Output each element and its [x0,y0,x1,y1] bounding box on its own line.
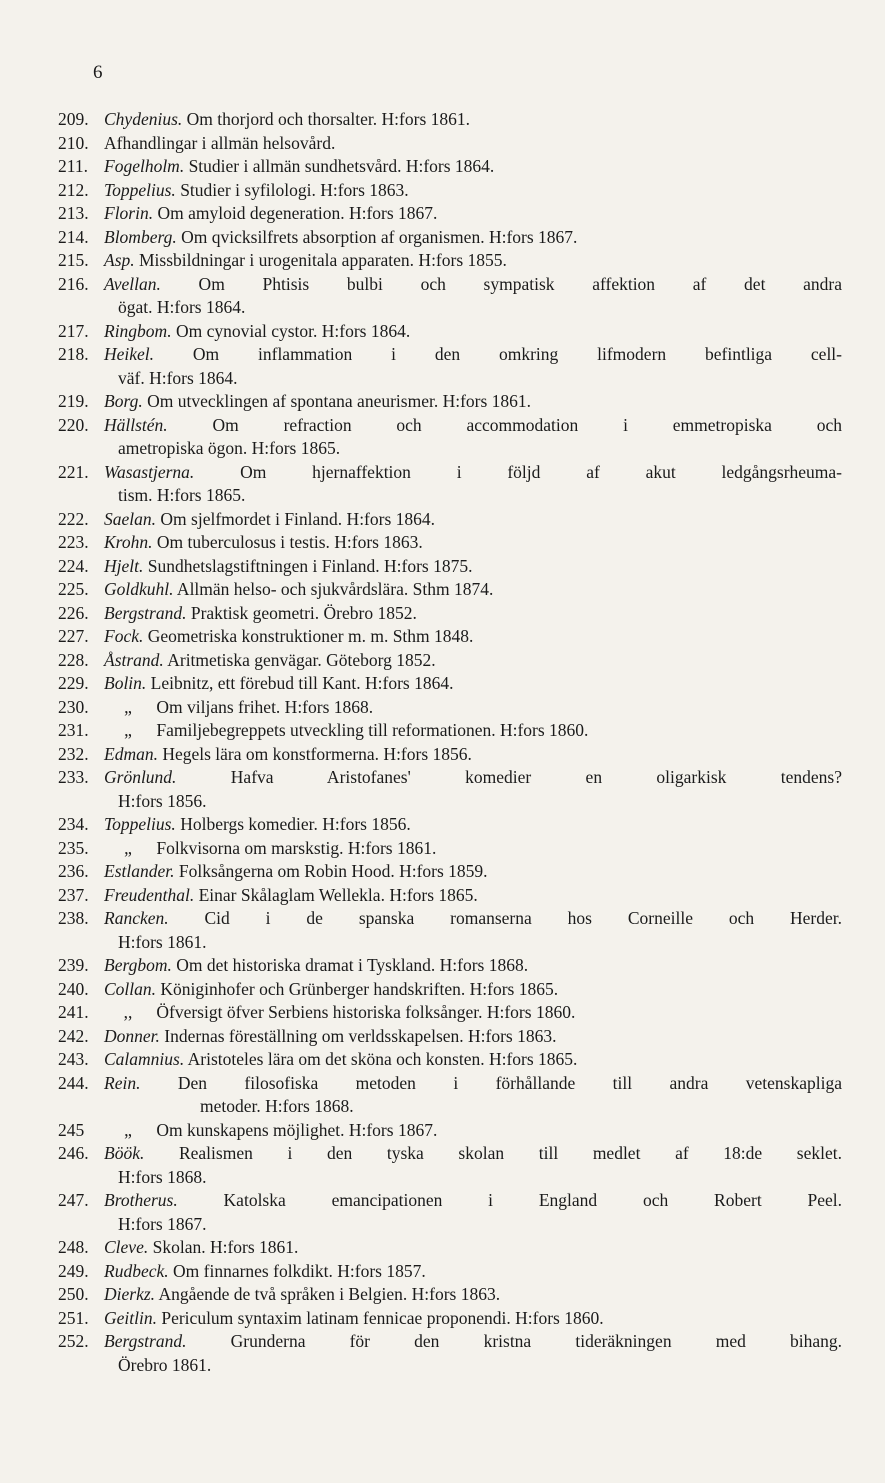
entry-text [104,1071,842,1095]
entry-author: Avellan. [104,273,161,294]
entry-author: Heikel. [104,344,155,364]
entry-text [104,107,844,131]
entry-text [104,883,844,907]
entry-author: Asp. [104,250,135,270]
entry-text [104,248,844,272]
entry-author: Wasastjerna. [104,461,195,482]
entry-title: Om inflammation i den omkring lifmodern befintliga cell- [154,344,842,364]
entry-text [104,812,844,836]
entry-author: Edman. [104,743,158,764]
entry-number: 251. [58,1307,89,1328]
entry-text [104,953,844,977]
entry-number: 220. [58,414,89,435]
entry-number: 245 [58,1119,85,1140]
page-number: 6 [93,62,103,83]
entry-title: Om Phtisis bulbi och sympatisk affektion af det andra [160,273,842,294]
entry-title: Om refraction och accommodation i emmetropiska och [167,414,842,435]
entry-author: Cleve. [104,1237,149,1257]
entry-title: Om cynovial cystor. H:fors 1864. [171,320,411,341]
entry-title: Aritmetiska genvägar. Göteborg 1852. [163,649,436,670]
entry-text [104,977,844,1001]
entry-author: Rancken. [104,908,169,928]
entry-title: Königinhofer och Grünberger handskriften. H:fors 1865. [156,978,559,999]
entry-number: 218. [58,344,89,364]
entry-text [104,906,842,930]
entry-text [104,1235,844,1259]
entry-author: Bergstrand. [104,602,187,623]
entry-author: Chydenius. [104,109,183,129]
entry-title: Praktisk geometri. Örebro 1852. [186,602,417,623]
entry-number: 240. [58,978,89,999]
entry-text [104,1329,842,1353]
entry-text [104,1024,844,1048]
entry-number: 249. [58,1260,89,1281]
entry-author: Saelan. [104,508,157,529]
entry-number: 236. [58,861,89,881]
entry-number: 233. [58,767,89,787]
entry-title: Folkvisorna om marskstig. H:fors 1861. [152,837,437,858]
entry-number: 210. [58,132,89,153]
entry-text [104,389,844,413]
entry-author: Åstrand. [104,649,164,670]
entry-author: Collan. [104,978,157,999]
entry-continuation: väf. H:fors 1864. [118,367,238,388]
entry-number: 226. [58,602,89,623]
entry-continuation: H:fors 1856. [118,790,207,811]
entry-number: 214. [58,226,89,247]
entry-number: 252. [58,1331,89,1351]
entry-number: 229. [58,673,89,693]
entry-author: Ringbom. [104,320,172,341]
entry-text [104,577,844,601]
entry-author: Geitlin. [104,1307,157,1328]
entry-title: Katolska emancipationen i England och Robert Peel. [177,1190,842,1210]
entry-text [104,319,844,343]
entry-title: Om viljans frihet. H:fors 1868. [152,696,374,717]
entry-text [104,1141,842,1165]
entry-author: Goldkuhl. [104,579,174,599]
entry-number: 215. [58,250,89,270]
entry-title: Om utvecklingen af spontana aneurismer. H:fors 1861. [142,391,532,411]
ditto-mark: „ [124,720,132,740]
entry-title: Aristoteles lära om det sköna och konsten. H:fors 1865. [184,1049,578,1069]
entry-number: 247. [58,1190,89,1210]
entry-number: 231. [58,720,89,740]
entry-continuation: ögat. H:fors 1864. [118,297,246,317]
entry-title: Periculum syntaxim latinam fennicae proponendi. H:fors 1860. [156,1307,604,1328]
entry-number: 228. [58,649,89,670]
entry-number: 242. [58,1025,89,1046]
ditto-mark: „ [124,1119,132,1140]
entry-continuation: Örebro 1861. [118,1354,212,1375]
entry-author: Hjelt. [104,555,144,576]
entry-title: Om hjernaffektion i följd af akut ledgångsrheuma- [194,461,842,482]
entry-author: Böök. [104,1143,145,1163]
entry-number: 243. [58,1049,89,1069]
entry-title: Om tuberculosus i testis. H:fors 1863. [152,532,423,552]
entry-title: Holbergs komedier. H:fors 1856. [175,814,411,834]
entry-text [104,648,844,672]
entry-text [104,1306,844,1330]
entry-title: Om kunskapens möjlighet. H:fors 1867. [152,1119,438,1140]
entry-author: Rein. [104,1072,141,1093]
entry-author: Hällstén. [104,414,168,435]
entry-number: 221. [58,461,89,482]
entry-text [104,1188,842,1212]
entry-author: Calamnius. [104,1049,185,1069]
entry-number: 232. [58,743,89,764]
entry-title: Hafva Aristofanes' komedier en oligarkisk tendens? [176,767,842,787]
entry-text [104,859,844,883]
ditto-mark: „ [124,837,132,858]
entry-text [104,742,844,766]
entry-continuation: tism. H:fors 1865. [118,485,246,505]
entry-title: Öfversigt öfver Serbiens historiska folksånger. H:fors 1860. [152,1002,576,1022]
entry-number: 237. [58,884,89,905]
entry-title: Allmän helso- och sjukvårdslära. Sthm 1874. [173,579,494,599]
entry-title: Indernas föreställning om verldsskapelsen. H:fors 1863. [159,1025,557,1046]
entry-continuation: H:fors 1861. [118,931,207,952]
entry-number: 227. [58,626,89,646]
entry-text [104,178,844,202]
entry-text [104,836,844,860]
entry-title: Sundhetslagstiftningen i Finland. H:fors 1875. [143,555,473,576]
entry-text [104,530,844,554]
entry-number: 217. [58,320,89,341]
entry-title: Skolan. H:fors 1861. [148,1237,299,1257]
entry-title: Studier i syfilologi. H:fors 1863. [175,179,409,200]
entry-continuation: H:fors 1867. [118,1213,207,1234]
entry-number: 244. [58,1072,89,1093]
entry-author: Grönlund. [104,767,177,787]
entry-author: Rudbeck. [104,1260,169,1281]
entry-number: 209. [58,109,89,129]
entry-number: 222. [58,508,89,529]
ditto-mark: ,, [123,1002,133,1022]
entry-text [104,131,844,155]
entry-text [104,601,844,625]
entry-title: Om finnarnes folkdikt. H:fors 1857. [168,1260,426,1281]
entry-title: Om thorjord och thorsalter. H:fors 1861. [182,109,470,129]
entry-text [104,201,844,225]
entry-text [104,695,844,719]
entry-number: 212. [58,179,89,200]
entry-number: 248. [58,1237,89,1257]
entry-text [104,718,844,742]
entry-number: 223. [58,532,89,552]
entry-text [104,1000,844,1024]
entry-title: Grunderna för den kristna tideräkningen med bihang. [186,1331,842,1351]
entry-number: 239. [58,955,89,975]
entry-text [104,272,842,296]
entry-author: Borg. [104,391,143,411]
entry-title: Om qvicksilfrets absorption af organismen. H:fors 1867. [176,226,578,247]
entry-number: 238. [58,908,89,928]
entry-author: Bergbom. [104,955,172,975]
entry-number: 211. [58,156,88,176]
entry-author: Bergstrand. [104,1331,187,1351]
entry-title: Om amyloid degeneration. H:fors 1867. [153,203,438,223]
entry-text [104,1047,844,1071]
entry-title: Einar Skålaglam Wellekla. H:fors 1865. [194,884,478,905]
entry-title: Om det historiska dramat i Tyskland. H:fors 1868. [171,955,529,975]
entry-text [104,624,844,648]
entry-number: 216. [58,273,89,294]
entry-author: Toppelius. [104,814,176,834]
entry-number: 224. [58,555,89,576]
entry-text [104,1259,844,1283]
entry-number: 213. [58,203,89,223]
entry-continuation: H:fors 1868. [118,1166,207,1187]
entry-author: Toppelius. [104,179,176,200]
entry-text [104,1282,844,1306]
entry-text [104,765,842,789]
entry-author: Blomberg. [104,226,177,247]
entry-continuation: metoder. H:fors 1868. [200,1096,354,1116]
entry-author: Brotherus. [104,1190,178,1210]
entry-title: Den filosofiska metoden i förhållande till andra vetenskapliga [140,1072,842,1093]
entry-author: Krohn. [104,532,153,552]
entry-text [104,225,844,249]
entry-continuation: ametropiska ögon. H:fors 1865. [118,438,341,458]
entry-number: 241. [58,1002,89,1022]
entry-title: Hegels lära om konstformerna. H:fors 1856. [157,743,472,764]
entry-text [104,413,842,437]
entry-author: Donner. [104,1025,160,1046]
entry-text [104,671,844,695]
entry-author: Dierkz. [104,1284,156,1304]
entry-text [104,342,842,366]
entry-text [104,154,844,178]
entry-author: Estlander. [104,861,175,881]
entry-title: Realismen i den tyska skolan till medlet af 18:de seklet. [144,1143,842,1163]
entry-number: 219. [58,391,89,411]
entry-title: Missbildningar i urogenitala apparaten. H:fors 1855. [134,250,507,270]
entry-author: Freudenthal. [104,884,195,905]
entry-title: Studier i allmän sundhetsvård. H:fors 1864. [184,156,495,176]
entry-text [104,507,844,531]
entry-author: Fogelholm. [104,156,185,176]
entry-title: Leibnitz, ett förebud till Kant. H:fors 1864. [146,673,454,693]
entry-text [104,1118,844,1142]
entry-author: Fock. [104,626,144,646]
entry-title: Om sjelfmordet i Finland. H:fors 1864. [156,508,436,529]
entry-number: 250. [58,1284,89,1304]
ditto-mark: „ [124,696,132,717]
entry-title: Afhandlingar i allmän helsovård. [104,132,336,153]
entry-author: Bolin. [104,673,147,693]
entry-number: 246. [58,1143,89,1163]
entry-text [104,460,842,484]
entry-title: Angående de två språken i Belgien. H:fors 1863. [155,1284,501,1304]
entry-title: Cid i de spanska romanserna hos Corneille och Herder. [168,908,842,928]
entry-title: Familjebegreppets utveckling till reformationen. H:fors 1860. [152,720,589,740]
entry-number: 225. [58,579,89,599]
entry-number: 230. [58,696,89,717]
entry-title: Folksångerna om Robin Hood. H:fors 1859. [174,861,488,881]
entry-number: 235. [58,837,89,858]
entry-author: Florin. [104,203,154,223]
entry-title: Geometriska konstruktioner m. m. Sthm 1848. [143,626,474,646]
entry-text [104,554,844,578]
entry-number: 234. [58,814,89,834]
